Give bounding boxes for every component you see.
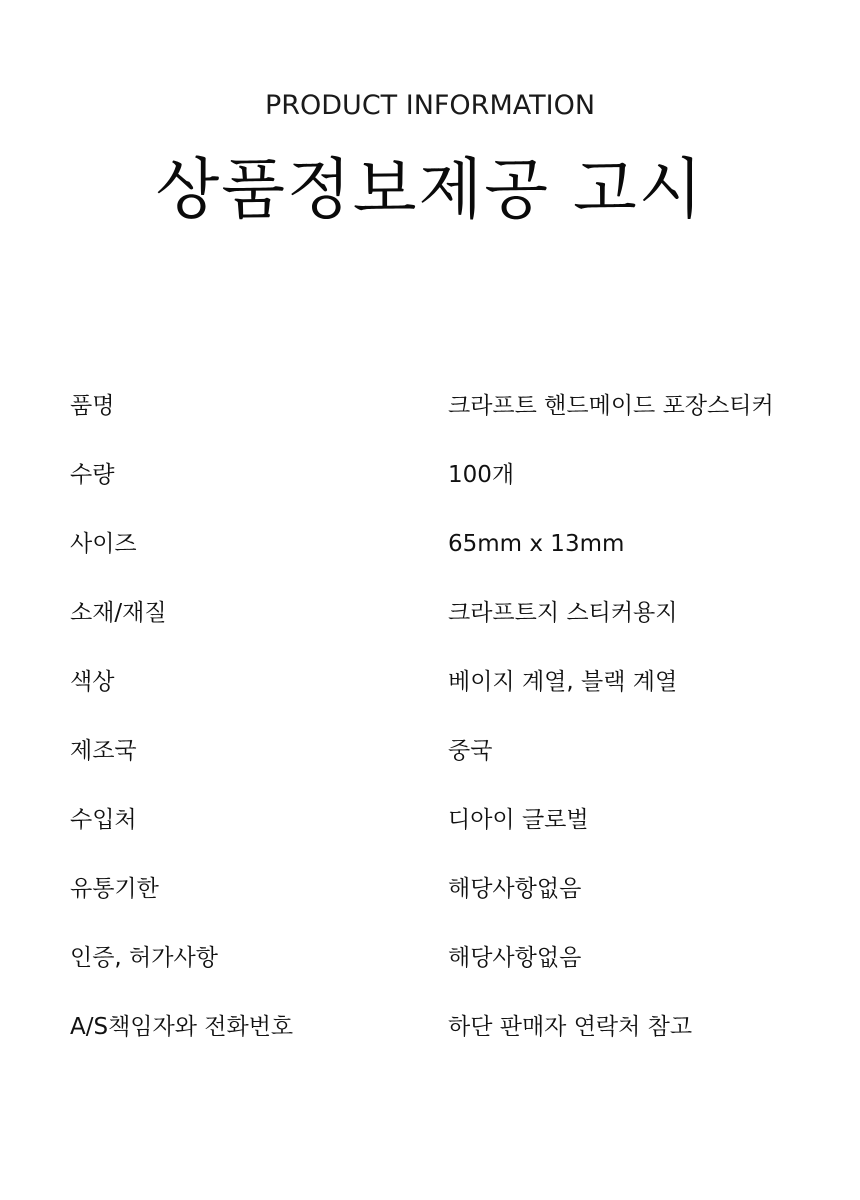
info-value: 65mm x 13mm [448, 531, 625, 557]
page-subtitle: PRODUCT INFORMATION [264, 90, 596, 121]
info-label: 사이즈 [70, 531, 137, 557]
info-value: 디아이 글로벌 [448, 807, 589, 833]
info-label: 품명 [70, 393, 115, 419]
info-row-expiry [70, 865, 800, 934]
info-label: 수입처 [70, 807, 137, 833]
info-value: 해당사항없음 [448, 945, 582, 971]
info-label: 유통기한 [70, 876, 159, 902]
info-value: 크라프트 핸드메이드 포장스티커 [448, 393, 774, 419]
info-row-product-name [70, 382, 800, 451]
info-value: 크라프트지 스티커용지 [448, 600, 678, 626]
info-value: 해당사항없음 [448, 876, 582, 902]
info-row-color [70, 658, 800, 727]
info-label: 소재/재질 [70, 600, 167, 626]
info-row-quantity [70, 451, 800, 520]
info-value: 하단 판매자 연락처 참고 [448, 1014, 693, 1040]
page-header [0, 88, 860, 230]
info-row-importer [70, 796, 800, 865]
info-label: 수량 [70, 462, 115, 488]
info-row-country [70, 727, 800, 796]
info-value: 100개 [448, 462, 515, 488]
info-row-certification [70, 934, 800, 1003]
info-row-as-contact [70, 1003, 800, 1072]
page-title: 상품정보제공 고시 [155, 151, 705, 228]
info-value: 중국 [448, 738, 493, 764]
info-label: 제조국 [70, 738, 137, 764]
product-info-table [70, 382, 800, 1072]
info-row-material [70, 589, 800, 658]
info-label: A/S책임자와 전화번호 [70, 1014, 294, 1040]
info-label: 색상 [70, 669, 115, 695]
info-value: 베이지 계열, 블랙 계열 [448, 669, 678, 695]
info-row-size [70, 520, 800, 589]
info-label: 인증, 허가사항 [70, 945, 218, 971]
